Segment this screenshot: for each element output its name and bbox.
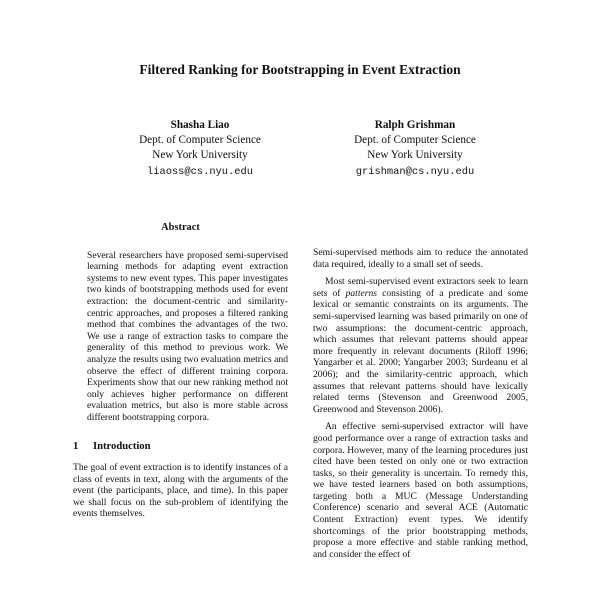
paper-title: Filtered Ranking for Bootstrapping in Event Extraction: [139, 62, 461, 77]
abstract-body: Several researchers have proposed semi-supervised learning methods for adapting event extraction systems to new event types. This paper investigates two kinds of bootstrapping methods used for event extraction: the document-centric and similarity-centric approaches, and proposes a filtered ranking method that combines the advantages of the two. We use a range of extraction tasks to compare the generality of this method to previous work. We analyze the results using two evaluation metrics and observe the effect of different training corpora. Experiments show that our new ranking method not only achieves higher performance on different evaluation metrics, but also is more stable across different bootstrapping corpora.: [87, 249, 288, 423]
section-number: 1: [73, 440, 79, 452]
body-paragraph-2: [313, 276, 528, 415]
author-name: Shasha Liao: [170, 119, 230, 131]
author-univ: New York University: [367, 149, 463, 161]
author-email: grishman@cs.nyu.edu: [355, 166, 475, 178]
paragraph-text: consisting of a predicate and some lexical or semantic constraints on its arguments. The semi-supervised learning was based primarily on one of two assumptions: the document-centric approach, which assumes that relevant patterns should appear more frequently in relevant documents (Riloff 1996; Yangarber et al. 2000; Yangarber 2003; Surdeanu et al 2006); and the similarity-centric approach, which assumes that relevant patterns should have lexically related terms (Stevenson and Greenwood 2005, Greenwood and Stevenson 2006).: [313, 287, 528, 415]
emphasis-patterns: patterns: [345, 287, 378, 299]
section-heading-introduction: [73, 441, 288, 453]
paragraph-text: Most semi-supervised event extractors seek to learn sets of: [313, 276, 528, 299]
author-block-grishman: [305, 118, 525, 180]
section-title: Introduction: [93, 440, 151, 452]
body-paragraph-1: Semi-supervised methods aim to reduce the annotated data required, ideally to a small set of seeds.: [313, 247, 528, 270]
author-univ: New York University: [152, 149, 248, 161]
author-name: Ralph Grishman: [374, 119, 456, 131]
author-email: liaoss@cs.nyu.edu: [146, 166, 253, 178]
author-dept: Dept. of Computer Science: [139, 134, 261, 146]
right-column: [313, 247, 528, 560]
author-block-liao: [90, 118, 310, 180]
body-paragraph-3: An effective semi-supervised extractor will have good performance over a range of extraction tasks and corpora. However, many of the learning procedures just cited have been tested on only one or two extraction tasks, so their generality is uncertain. To remedy this, we have tested learners based on both assumptions, targeting both a MUC (Message Understanding Conference) scenario and several ACE (Automatic Content Extraction) event types. We identify shortcomings of the prior bootstrapping methods, propose a more effective and stable ranking method, and consider the effect of: [313, 421, 528, 560]
left-column: [73, 222, 288, 520]
intro-paragraph: The goal of event extraction is to identify instances of a class of events in text, along with the arguments of the event (the participants, place, and time). In this paper we shall focus on the sub-problem of identifying the events themselves.: [73, 462, 288, 520]
author-dept: Dept. of Computer Science: [354, 134, 476, 146]
abstract-heading: Abstract: [161, 222, 200, 233]
